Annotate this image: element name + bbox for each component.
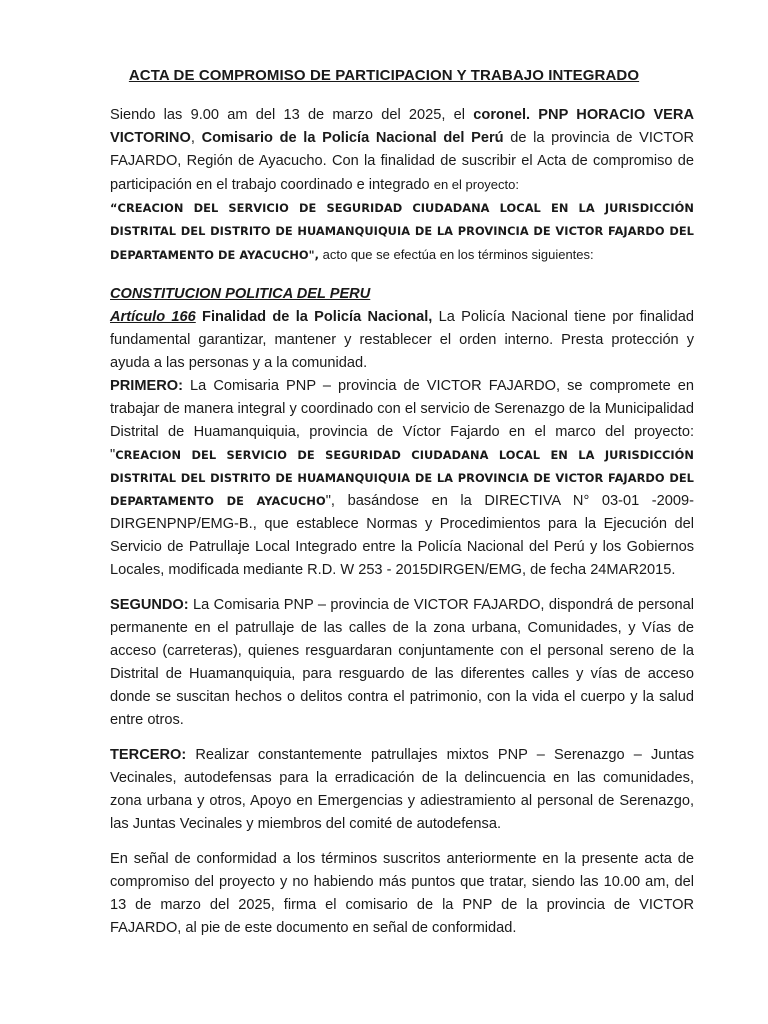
spacer	[110, 836, 694, 848]
intro-comma: ,	[190, 130, 202, 146]
primero-project-name: CREACION DEL SERVICIO DE SEGURIDAD CIUDADANA LOCAL EN LA JURISDICCIÓN DISTRITAL DEL DISTRITO DE HUAMANQUIQUIA DE LA PROVINCIA DE VICTOR FAJARDO DEL DEPARTAMENTO DE AYACUCHO	[110, 448, 694, 508]
officer-name: coronel. PNP HORACIO VERA VICTORINO	[110, 107, 694, 146]
tercero-text: Realizar constantemente patrullajes mixtos PNP – Serenazgo – Juntas Vecinales, autodefensas para la erradicación de la delincuencia en las comunidades, zona urbana y otros, Apoyo en Emergencias y adiestramiento al personal de Serenazgo, las Juntas Vecinales y miembros del comité de autodefensa.	[110, 747, 694, 832]
primero-paragraph	[110, 375, 694, 582]
tercero-label: TERCERO:	[110, 747, 187, 763]
intro-text-small: en el proyecto:	[433, 177, 519, 192]
article-title: Finalidad de la Policía Nacional,	[195, 309, 433, 325]
segundo-text: La Comisaria PNP – provincia de VICTOR FAJARDO, dispondrá de personal permanente en el patrullaje de las calles de la zona urbana, Comunidades, y Vías de acceso (carreteras), quienes resguardaran conjuntamente con el personal sereno de la Distrital de Huamanquiquia, para resguardo de las diferentes calles y vías de acceso donde se suscitan hechos o delitos contra el patrimonio, con la vida el cuerpo y la salud entre otros.	[110, 597, 694, 728]
article-label: Artículo 166	[110, 309, 196, 325]
intro-text-1: Siendo las 9.00 am del 13 de marzo del 2025, el	[110, 107, 474, 123]
primero-text-2: ", basándose en la DIRECTIVA N° 03-01 -2009-DIRGENPNP/EMG-B., que establece Normas y Procedimientos para la Ejecución del Servicio de Patrullaje Local Integrado entre la Policía Nacional del Perú y los Gobiernos Locales, modificada mediante R.D. W 253 - 2015DIRGEN/EMG, de fecha 24MAR2015.	[110, 493, 694, 578]
constitution-heading: CONSTITUCION POLITICA DEL PERU	[110, 286, 371, 302]
constitution-paragraph	[110, 283, 694, 375]
intro-text-2: de la provincia de VICTOR FAJARDO, Región de Ayacucho. Con la finalidad de suscribir el Acta de compromiso de participación en el trabajo coordinado e integrado	[110, 130, 695, 193]
document-title: ACTA DE COMPROMISO DE PARTICIPACION Y TRABAJO INTEGRADO	[128, 67, 640, 84]
intro-paragraph	[110, 104, 694, 267]
document-body	[110, 104, 694, 940]
segundo-label: SEGUNDO:	[110, 597, 189, 613]
officer-role: Comisario de la Policía Nacional del Perú	[201, 130, 504, 146]
spacer	[110, 732, 694, 744]
article-text: La Policía Nacional tiene por finalidad fundamental garantizar, mantener y restablecer el orden interno. Presta protección y ayuda a las personas y a la comunidad.	[110, 309, 694, 371]
spacer	[110, 267, 694, 277]
segundo-paragraph	[110, 594, 694, 732]
primero-label: PRIMERO:	[110, 378, 183, 394]
intro-text-3: acto que se efectúa en los términos siguientes:	[319, 247, 594, 262]
primero-text-1: La Comisaria PNP – provincia de VICTOR FAJARDO, se compromete en trabajar de manera integral y coordinado con el servicio de Serenazgo de la Municipalidad Distrital de Huamanquiquia, provincia de Víctor Fajardo en el marco del proyecto: "	[110, 378, 694, 463]
tercero-paragraph	[110, 744, 694, 836]
intro-project-name: “CREACION DEL SERVICIO DE SEGURIDAD CIUDADANA LOCAL EN LA JURISDICCIÓN DISTRITAL DEL DISTRITO DE HUAMANQUIQUIA DE LA PROVINCIA DE VICTOR FAJARDO DEL DEPARTAMENTO DE AYACUCHO",	[110, 201, 694, 262]
closing-paragraph: En señal de conformidad a los términos suscritos anteriormente en la presente acta de compromiso del proyecto y no habiendo más puntos que tratar, siendo las 10.00 am, del 13 de marzo del 2025, firma el comisario de la PNP de la provincia de VICTOR FAJARDO, al pie de este documento en señal de conformidad.	[110, 851, 694, 936]
spacer	[110, 582, 694, 594]
